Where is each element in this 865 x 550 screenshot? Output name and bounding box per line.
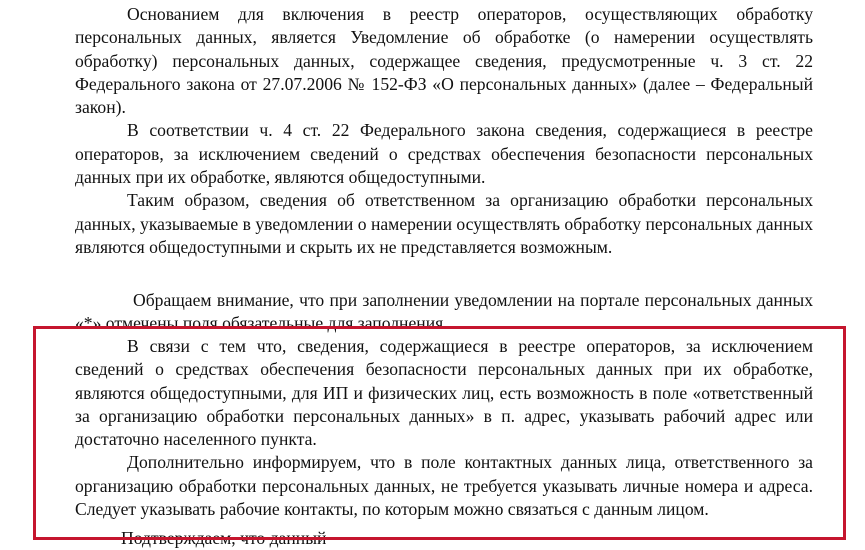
cut-off-line <box>121 528 401 548</box>
paragraph-basis-for-registry: Основанием для включения в реестр операторов, осуществляющих обработку персональных данных, является Уведомление об обработке (о намерении осуществлять обработку) персональных данных, содержащее сведения, предусмотренные ч. 3 ст. 22 Федерального закона от 27.07.2006 № 152-ФЗ «О персональных данных» (далее – Федеральный закон). <box>75 4 813 118</box>
paragraph-required-fields-note: Обращаем внимание, что при заполнении уведомлении на портале персональных данных «*» отмечены поля обязательные для заполнения. <box>75 290 813 334</box>
document-body-highlighted <box>75 335 813 521</box>
cut-off-line-text: Подтверждаем, что данный <box>121 528 327 548</box>
paragraph-public-information: В соответствии ч. 4 ст. 22 Федерального закона сведения, содержащиеся в реестре операторов, за исключением сведений о средствах обеспечения безопасности персональных данных при их обработке, являются общедоступными. <box>75 120 813 188</box>
paragraph-responsible-person-info: Таким образом, сведения об ответственном за организацию обработки персональных данных, указываемые в уведомлении о намерении осуществлять обработку персональных данных являются общедоступными и скрыть их не представляется возможным. <box>75 190 813 257</box>
paragraph-contact-data-advice: Дополнительно информируем, что в поле контактных данных лица, ответственного за организацию обработки персональных данных, не требуется указывать личные номера и адреса. Следует указывать рабочие контакты, по которым можно связаться с данным лицом. <box>75 452 813 520</box>
document-body-partial <box>75 289 813 334</box>
document-body-top <box>75 3 813 259</box>
paragraph-address-field-advice: В связи с тем что, сведения, содержащиеся в реестре операторов, за исключением сведений о средствах обеспечения безопасности персональных данных при их обработке, являются общедоступными, для ИП и физических лиц, есть возможность в поле «ответственный за организацию обработки персональных данных» в п. адрес, указывать рабочий адрес или достаточно населенного пункта. <box>75 336 813 450</box>
